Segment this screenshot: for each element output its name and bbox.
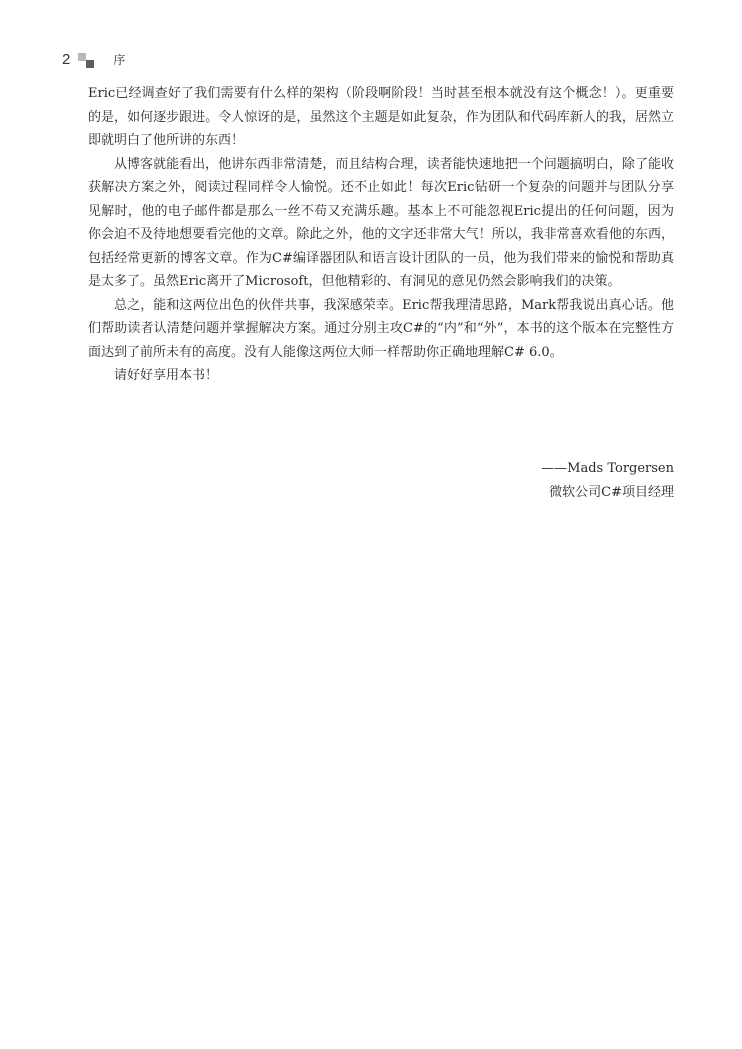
header-square-ornament-icon (78, 53, 95, 68)
signature-title: 微软公司C#项目经理 (549, 485, 674, 500)
body-text (88, 82, 674, 388)
paragraph-continuation: Eric已经调查好了我们需要有什么样的架构（阶段啊阶段！当时甚至根本就没有这个概念！）。更重要的是，如何逐步跟进。令人惊讶的是，虽然这个主题是如此复杂，作为团队和代码库新人的我，居然立即就明白了他所讲的东西！ (88, 86, 674, 148)
signature-block (541, 457, 674, 505)
page-header (62, 50, 125, 70)
section-title: 序 (113, 53, 126, 67)
paragraph-conclusion: 总之，能和这两位出色的伙伴共事，我深感荣幸。Eric帮我理清思路，Mark帮我说出真心话。他们帮助读者认清楚问题并掌握解决方案。通过分别主攻C#的“内”和“外”，本书的这个版本在完整性方面达到了前所未有的高度。没有人能像这两位大师一样帮助你正确地理解C# 6.0。 (88, 297, 674, 360)
page-number: 2 (62, 51, 71, 68)
header-square-dark (86, 60, 94, 68)
paragraph-enjoy: 请好好享用本书！ (114, 368, 219, 383)
header-square-light (78, 53, 86, 61)
paragraph-about-eric-blog: 从博客就能看出，他讲东西非常清楚，而且结构合理，读者能快速地把一个问题搞明白，除了能收获解决方案之外，阅读过程同样令人愉悦。还不止如此！每次Eric钻研一个复杂的问题并与团队分享见解时，他的电子邮件都是那么一丝不苟又充满乐趣。基本上不可能忽视Eric提出的任何问题，因为你会迫不及待地想要看完他的文章。除此之外，他的文字还非常大气！所以，我非常喜欢看他的东西，包括经常更新的博客文章。作为C#编译器团队和语言设计团队的一员，他为我们带来的愉悦和帮助真是太多了。虽然Eric离开了Microsoft，但他精彩的、有洞见的意见仍然会影响我们的决策。 (88, 156, 674, 289)
signature-name: ——Mads Torgersen (541, 461, 674, 476)
